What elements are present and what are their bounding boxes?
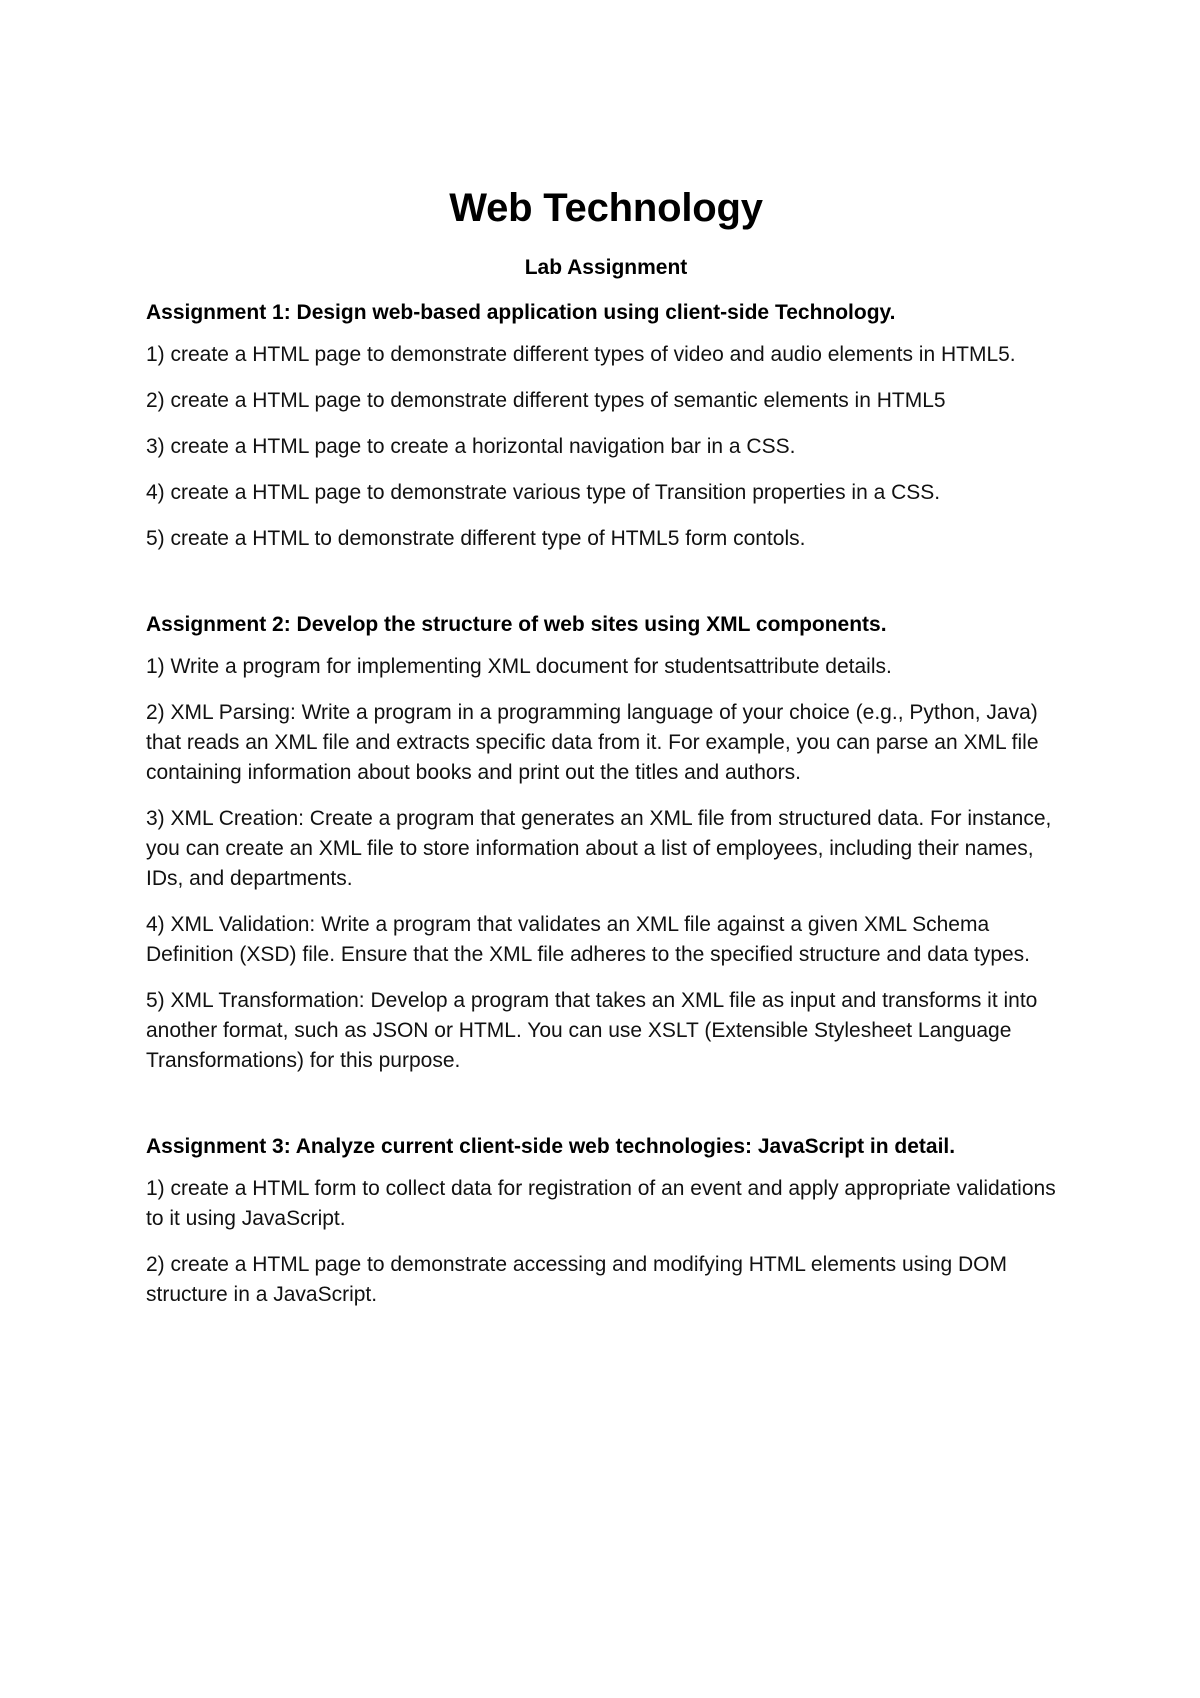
- assignment-item: 4) XML Validation: Write a program that validates an XML file against a given XML Schema Definition (XSD) file. Ensure that the XML file adheres to the specified structure and data types.: [146, 913, 1031, 966]
- assignment-item: 4) create a HTML page to demonstrate various type of Transition properties in a CSS.: [146, 481, 941, 504]
- assignment-item: 2) create a HTML page to demonstrate accessing and modifying HTML elements using DOM structure in a JavaScript.: [146, 1253, 1007, 1306]
- document-content: [146, 184, 1066, 1326]
- assignment-item: 5) create a HTML to demonstrate different type of HTML5 form contols.: [146, 527, 806, 550]
- document-subtitle: Lab Assignment: [524, 256, 688, 279]
- document-title: Web Technology: [449, 186, 763, 230]
- assignment-item: 1) create a HTML form to collect data for registration of an event and apply appropriate validations to it using JavaScript.: [146, 1177, 1056, 1230]
- assignment-item: 2) XML Parsing: Write a program in a programming language of your choice (e.g., Python, Java) that reads an XML file and extracts specific data from it. For example, you can parse an XML file containing information about books and print out the titles and authors.: [146, 701, 1039, 784]
- assignment-section-3: [146, 1132, 1066, 1310]
- assignment-item: 3) XML Creation: Create a program that generates an XML file from structured data. For instance, you can create an XML file to store information about a list of employees, including their names, IDs, and departments.: [146, 807, 1052, 890]
- assignment-item: 2) create a HTML page to demonstrate different types of semantic elements in HTML5: [146, 389, 946, 412]
- assignment-item: 5) XML Transformation: Develop a program that takes an XML file as input and transforms it into another format, such as JSON or HTML. You can use XSLT (Extensible Stylesheet Language Transformations) for this purpose.: [146, 989, 1038, 1072]
- assignment-heading: Assignment 2: Develop the structure of web sites using XML components.: [146, 613, 887, 636]
- assignment-item: 1) create a HTML page to demonstrate different types of video and audio elements in HTML5.: [146, 343, 1016, 366]
- assignment-item: 1) Write a program for implementing XML document for studentsattribute details.: [146, 655, 892, 678]
- assignment-section-2: [146, 610, 1066, 1076]
- assignment-heading: Assignment 3: Analyze current client-side web technologies: JavaScript in detail.: [146, 1135, 956, 1158]
- assignment-item: 3) create a HTML page to create a horizontal navigation bar in a CSS.: [146, 435, 796, 458]
- assignment-heading: Assignment 1: Design web-based application using client-side Technology.: [146, 301, 896, 324]
- assignment-section-1: [146, 298, 1066, 554]
